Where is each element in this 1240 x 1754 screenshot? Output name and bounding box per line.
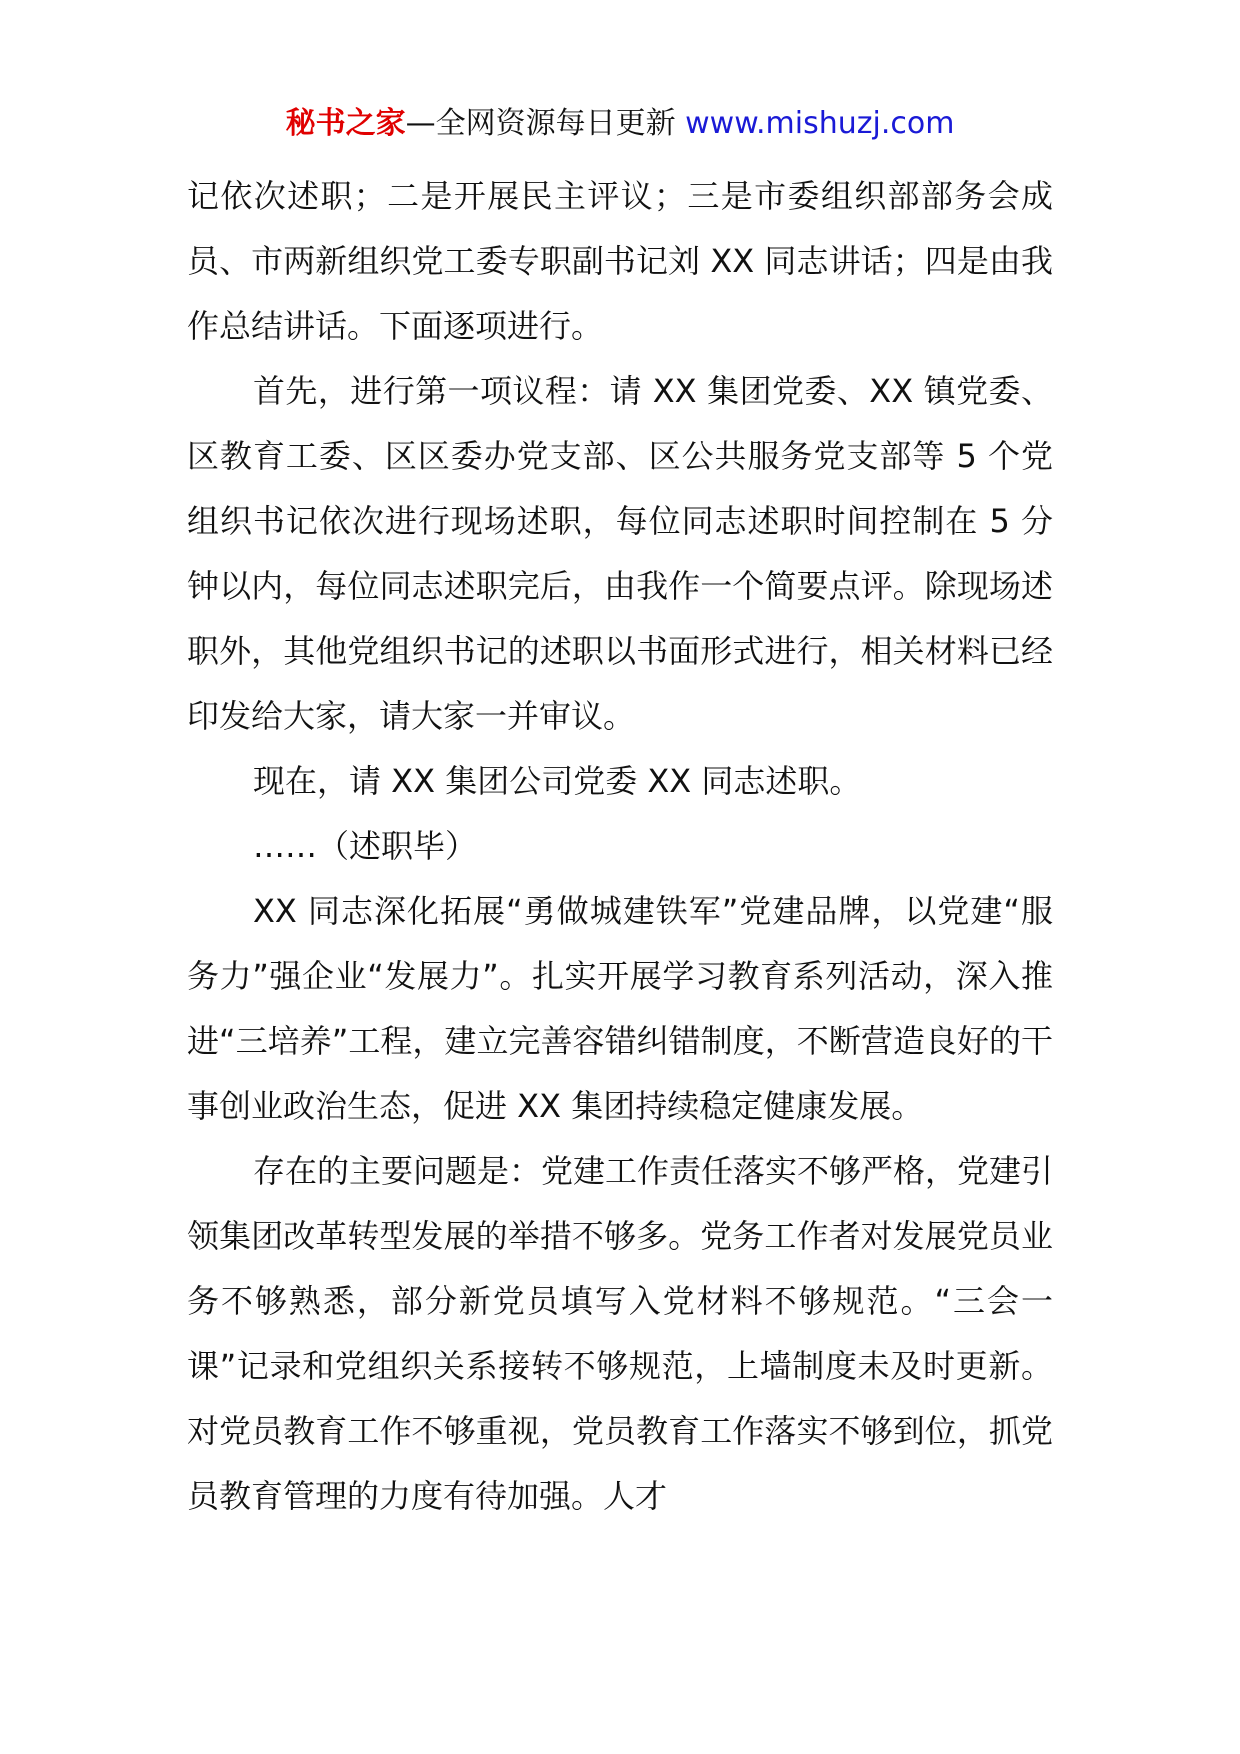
paragraph-invite-report: 现在，请 XX 集团公司党委 XX 同志述职。 (253, 762, 862, 800)
paragraph-comment: XX 同志深化拓展“勇做城建铁军”党建品牌，以党建“服务力”强企业“发展力”。扎实开展学习教育系列活动，深入推进“三培养”工程，建立完善容错纠错制度，不断营造良好的干事创业政治生态，促进 XX 集团持续稳定健康发展。 (187, 892, 1053, 1125)
document-body (187, 164, 1053, 1529)
paragraph-first-agenda: 首先，进行第一项议程：请 XX 集团党委、XX 镇党委、区教育工委、区区委办党支部、区公共服务党支部等 5 个党组织书记依次进行现场述职，每位同志述职时间控制在 5 分钟以内，每位同志述职完后，由我作一个简要点评。除现场述职外，其他党组织书记的述职以书面形式进行，相关材料已经印发给大家，请大家一并审议。 (187, 372, 1053, 735)
paragraph-continuation: 记依次述职；二是开展民主评议；三是市委组织部部务会成员、市两新组织党工委专职副书记刘 XX 同志讲话；四是由我作总结讲话。下面逐项进行。 (187, 177, 1053, 345)
site-url-link[interactable]: www.mishuzj.com (685, 106, 955, 141)
paragraph-report-end: ……（述职毕） (253, 827, 478, 865)
brand-name: 秘书之家 (285, 106, 406, 141)
paragraph-problems: 存在的主要问题是：党建工作责任落实不够严格，党建引领集团改革转型发展的举措不够多。党务工作者对发展党员业务不够熟悉，部分新党员填写入党材料不够规范。“三会一课”记录和党组织关系接转不够规范，上墙制度未及时更新。对党员教育工作不够重视，党员教育工作落实不够到位，抓党员教育管理的力度有待加强。人才 (187, 1152, 1054, 1515)
header-slogan: —全网资源每日更新 (405, 106, 676, 141)
page-header (0, 102, 1240, 146)
